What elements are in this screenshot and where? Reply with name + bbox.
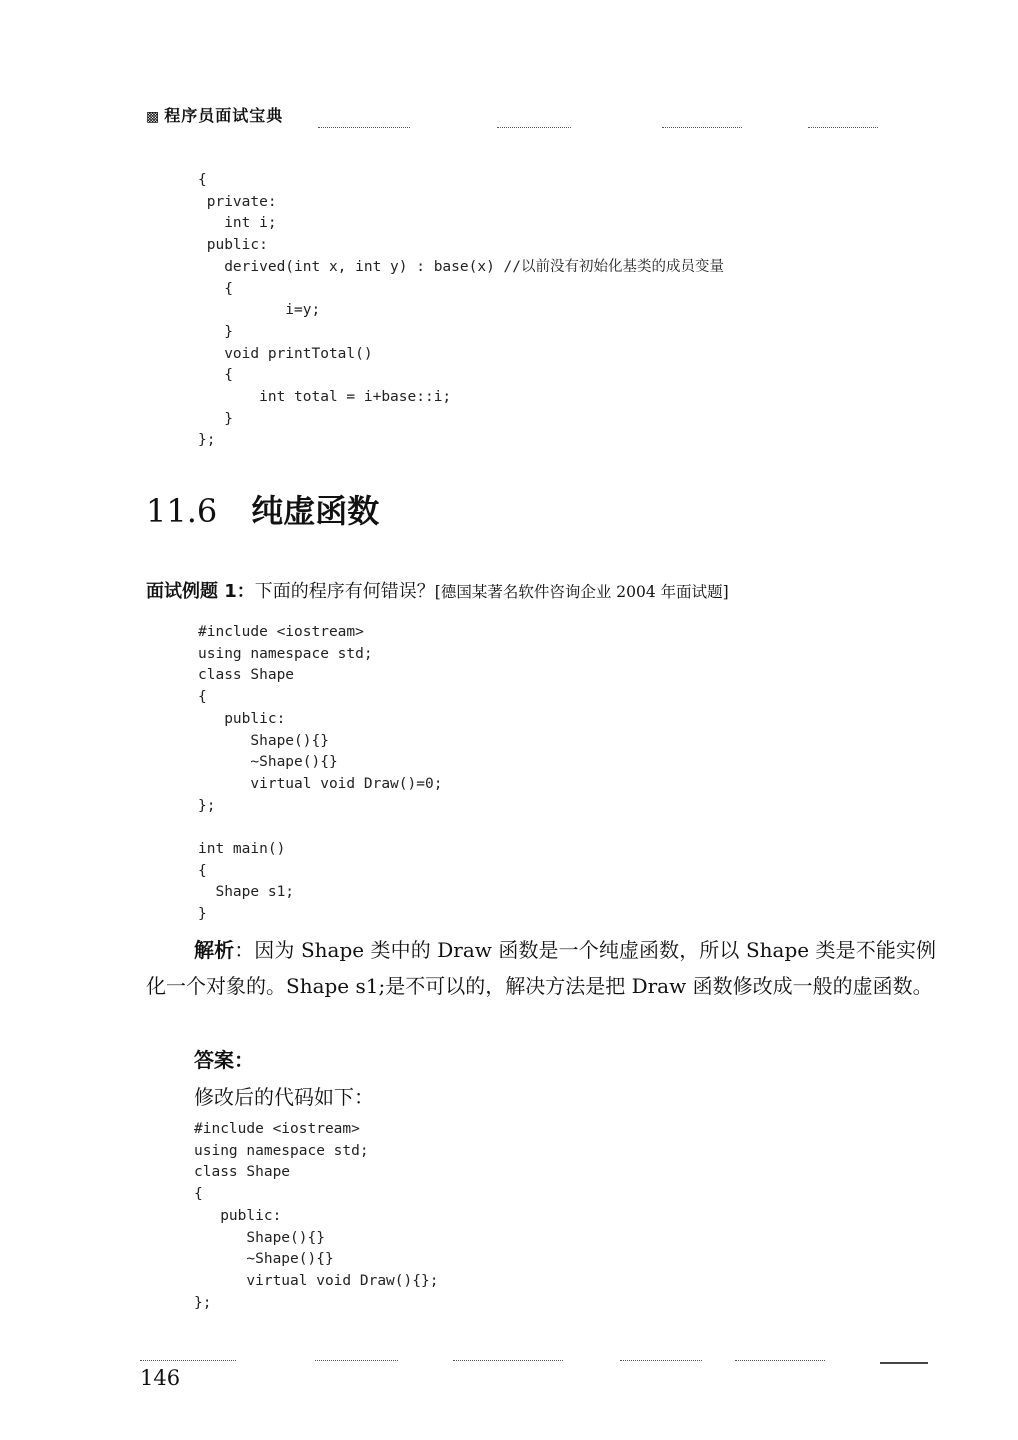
code-line: class Shape [198, 667, 295, 684]
code-line: using namespace std; [194, 1142, 369, 1159]
code-line: { [198, 689, 207, 706]
footer-rule-4 [620, 1360, 702, 1361]
code-line: } [198, 410, 233, 427]
code-line [198, 817, 442, 839]
section-title: 纯虚函数 [251, 492, 380, 530]
code-line: virtual void Draw(){}; [194, 1272, 439, 1289]
code-block-derived-class [198, 170, 724, 452]
header-rule-2 [497, 127, 571, 128]
answer-label: 答案： [194, 1048, 254, 1072]
code-block-question [198, 622, 442, 926]
footer-rule-6 [880, 1362, 928, 1364]
analysis-label: 解析 [194, 938, 235, 962]
code-line: virtual void Draw()=0; [198, 775, 443, 792]
running-header [146, 103, 283, 126]
header-rule-4 [808, 127, 878, 128]
footer-rule-3 [453, 1360, 563, 1361]
code-line: { [194, 1186, 203, 1203]
code-line: int i; [198, 215, 277, 232]
code-line: void printTotal() [198, 345, 373, 362]
code-line: private: [198, 193, 277, 210]
code-line: { [198, 862, 207, 879]
footer-rule-5 [735, 1360, 825, 1361]
code-line: } [198, 323, 233, 340]
code-line: class Shape [194, 1164, 291, 1181]
code-line: } [198, 906, 207, 923]
code-line: Shape(){} [198, 732, 329, 749]
interview-question [146, 577, 729, 603]
header-ornament-icon: ▩ [146, 109, 161, 125]
code-line: ~Shape(){} [194, 1251, 334, 1268]
code-line: { [198, 367, 233, 384]
page-number: 146 [140, 1366, 181, 1390]
section-heading [146, 486, 379, 532]
code-line: ~Shape(){} [198, 754, 338, 771]
footer-rule-2 [315, 1360, 398, 1361]
analysis-text: ：因为 Shape 类中的 Draw 函数是一个纯虚函数，所以 Shape 类是不能实例化一个对象的。Shape s1;是不可以的，解决方法是把 Draw 函数修改成一般的虚函数。 [146, 938, 937, 998]
code-line: Shape s1; [198, 884, 295, 901]
code-line: public: [198, 237, 268, 254]
code-line: int main() [198, 841, 286, 858]
footer-rule-1 [140, 1360, 236, 1361]
code-line: public: [194, 1207, 282, 1224]
code-line: { [198, 280, 233, 297]
question-label: 面试例题 1： [146, 581, 255, 602]
code-block-answer [194, 1119, 438, 1314]
code-line: int total = i+base::i; [198, 389, 452, 406]
code-line: }; [194, 1294, 212, 1311]
code-line: using namespace std; [198, 645, 373, 662]
code-line: derived(int x, int y) : base(x) //以前没有初始化基类的成员变量 [198, 258, 724, 275]
code-line: { [198, 172, 207, 188]
code-line: i=y; [198, 302, 321, 319]
book-title: 程序员面试宝典 [164, 106, 284, 125]
question-source: [德国某著名软件咨询企业 2004 年面试题] [434, 583, 729, 601]
section-number: 11.6 [146, 492, 218, 530]
code-line: Shape(){} [194, 1229, 325, 1246]
modified-code-label: 修改后的代码如下： [194, 1085, 374, 1109]
code-line: #include <iostream> [194, 1121, 360, 1137]
header-rule-1 [318, 127, 410, 128]
analysis-paragraph [146, 932, 936, 1004]
question-text: 下面的程序有何错误？ [254, 581, 435, 602]
code-line: #include <iostream> [198, 624, 364, 640]
code-line: }; [198, 432, 216, 449]
code-line: public: [198, 710, 286, 727]
header-rule-3 [662, 127, 742, 128]
code-line: }; [198, 797, 216, 814]
